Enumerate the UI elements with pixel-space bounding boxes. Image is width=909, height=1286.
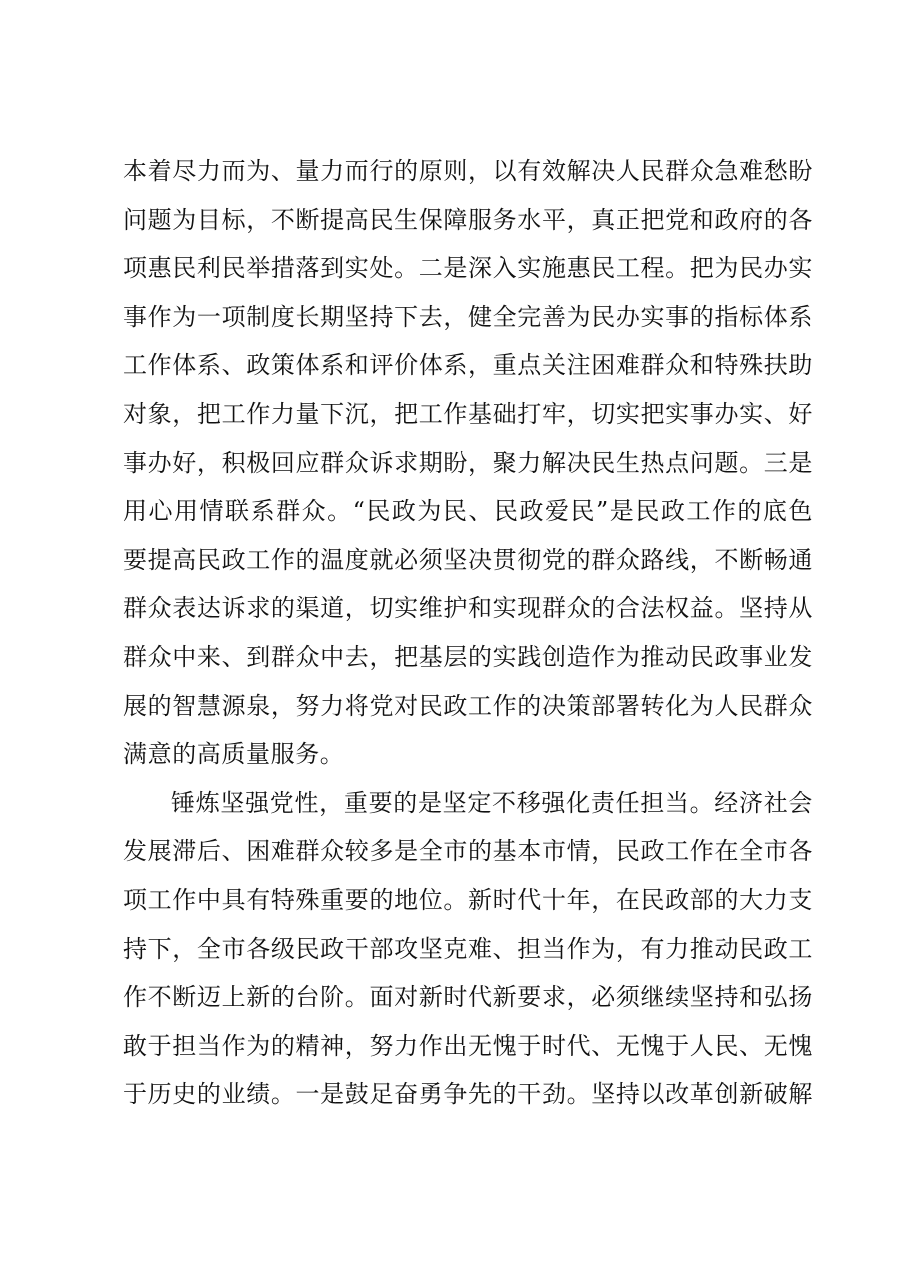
text-line: 项工作中具有特殊重要的地位。新时代十年，在民政部的大力支 [123,885,813,914]
text-line: 项惠民利民举措落到实处。二是深入实施惠民工程。把为民办实 [123,254,813,283]
text-line: 工作体系、政策体系和评价体系，重点关注困难群众和特殊扶助 [123,351,813,380]
text-line: 对象，把工作力量下沉，把工作基础打牢，切实把实事办实、好 [123,399,813,428]
text-line: 要提高民政工作的温度就必须坚决贯彻党的群众路线，不断畅通 [123,545,813,574]
text-line: 事办好，积极回应群众诉求期盼，聚力解决民生热点问题。三是 [123,448,813,477]
text-line: 本着尽力而为、量力而行的原则，以有效解决人民群众急难愁盼 [123,157,813,185]
text-line: 展的智慧源泉，努力将党对民政工作的决策部署转化为人民群众 [123,691,813,720]
text-line: 于历史的业绩。一是鼓足奋勇争先的干劲。坚持以改革创新破解 [123,1080,813,1109]
text-line: 发展滞后、困难群众较多是全市的基本市情，民政工作在全市各 [123,837,813,866]
text-line: 问题为目标，不断提高民生保障服务水平，真正把党和政府的各 [123,205,813,234]
body-text [123,157,813,1129]
text-line: 群众中来、到群众中去，把基层的实践创造作为推动民政事业发 [123,642,813,671]
paragraph-end-line: 满意的高质量服务。 [123,740,345,769]
text-line: 事作为一项制度长期坚持下去，健全完善为民办实事的指标体系 [123,302,813,331]
text-line: 敢于担当作为的精神，努力作出无愧于时代、无愧于人民、无愧 [123,1031,813,1060]
text-line: 用心用情联系群众。“民政为民、民政爱民”是民政工作的底色 [123,497,813,526]
text-line: 作不断迈上新的台阶。面对新时代新要求，必须继续坚持和弘扬 [123,983,813,1012]
paragraph-start-line: 锤炼坚强党性，重要的是坚定不移强化责任担当。经济社会 [171,788,813,817]
text-line: 持下，全市各级民政干部攻坚克难、担当作为，有力推动民政工 [123,934,813,963]
text-line: 群众表达诉求的渠道，切实维护和实现群众的合法权益。坚持从 [123,594,813,623]
